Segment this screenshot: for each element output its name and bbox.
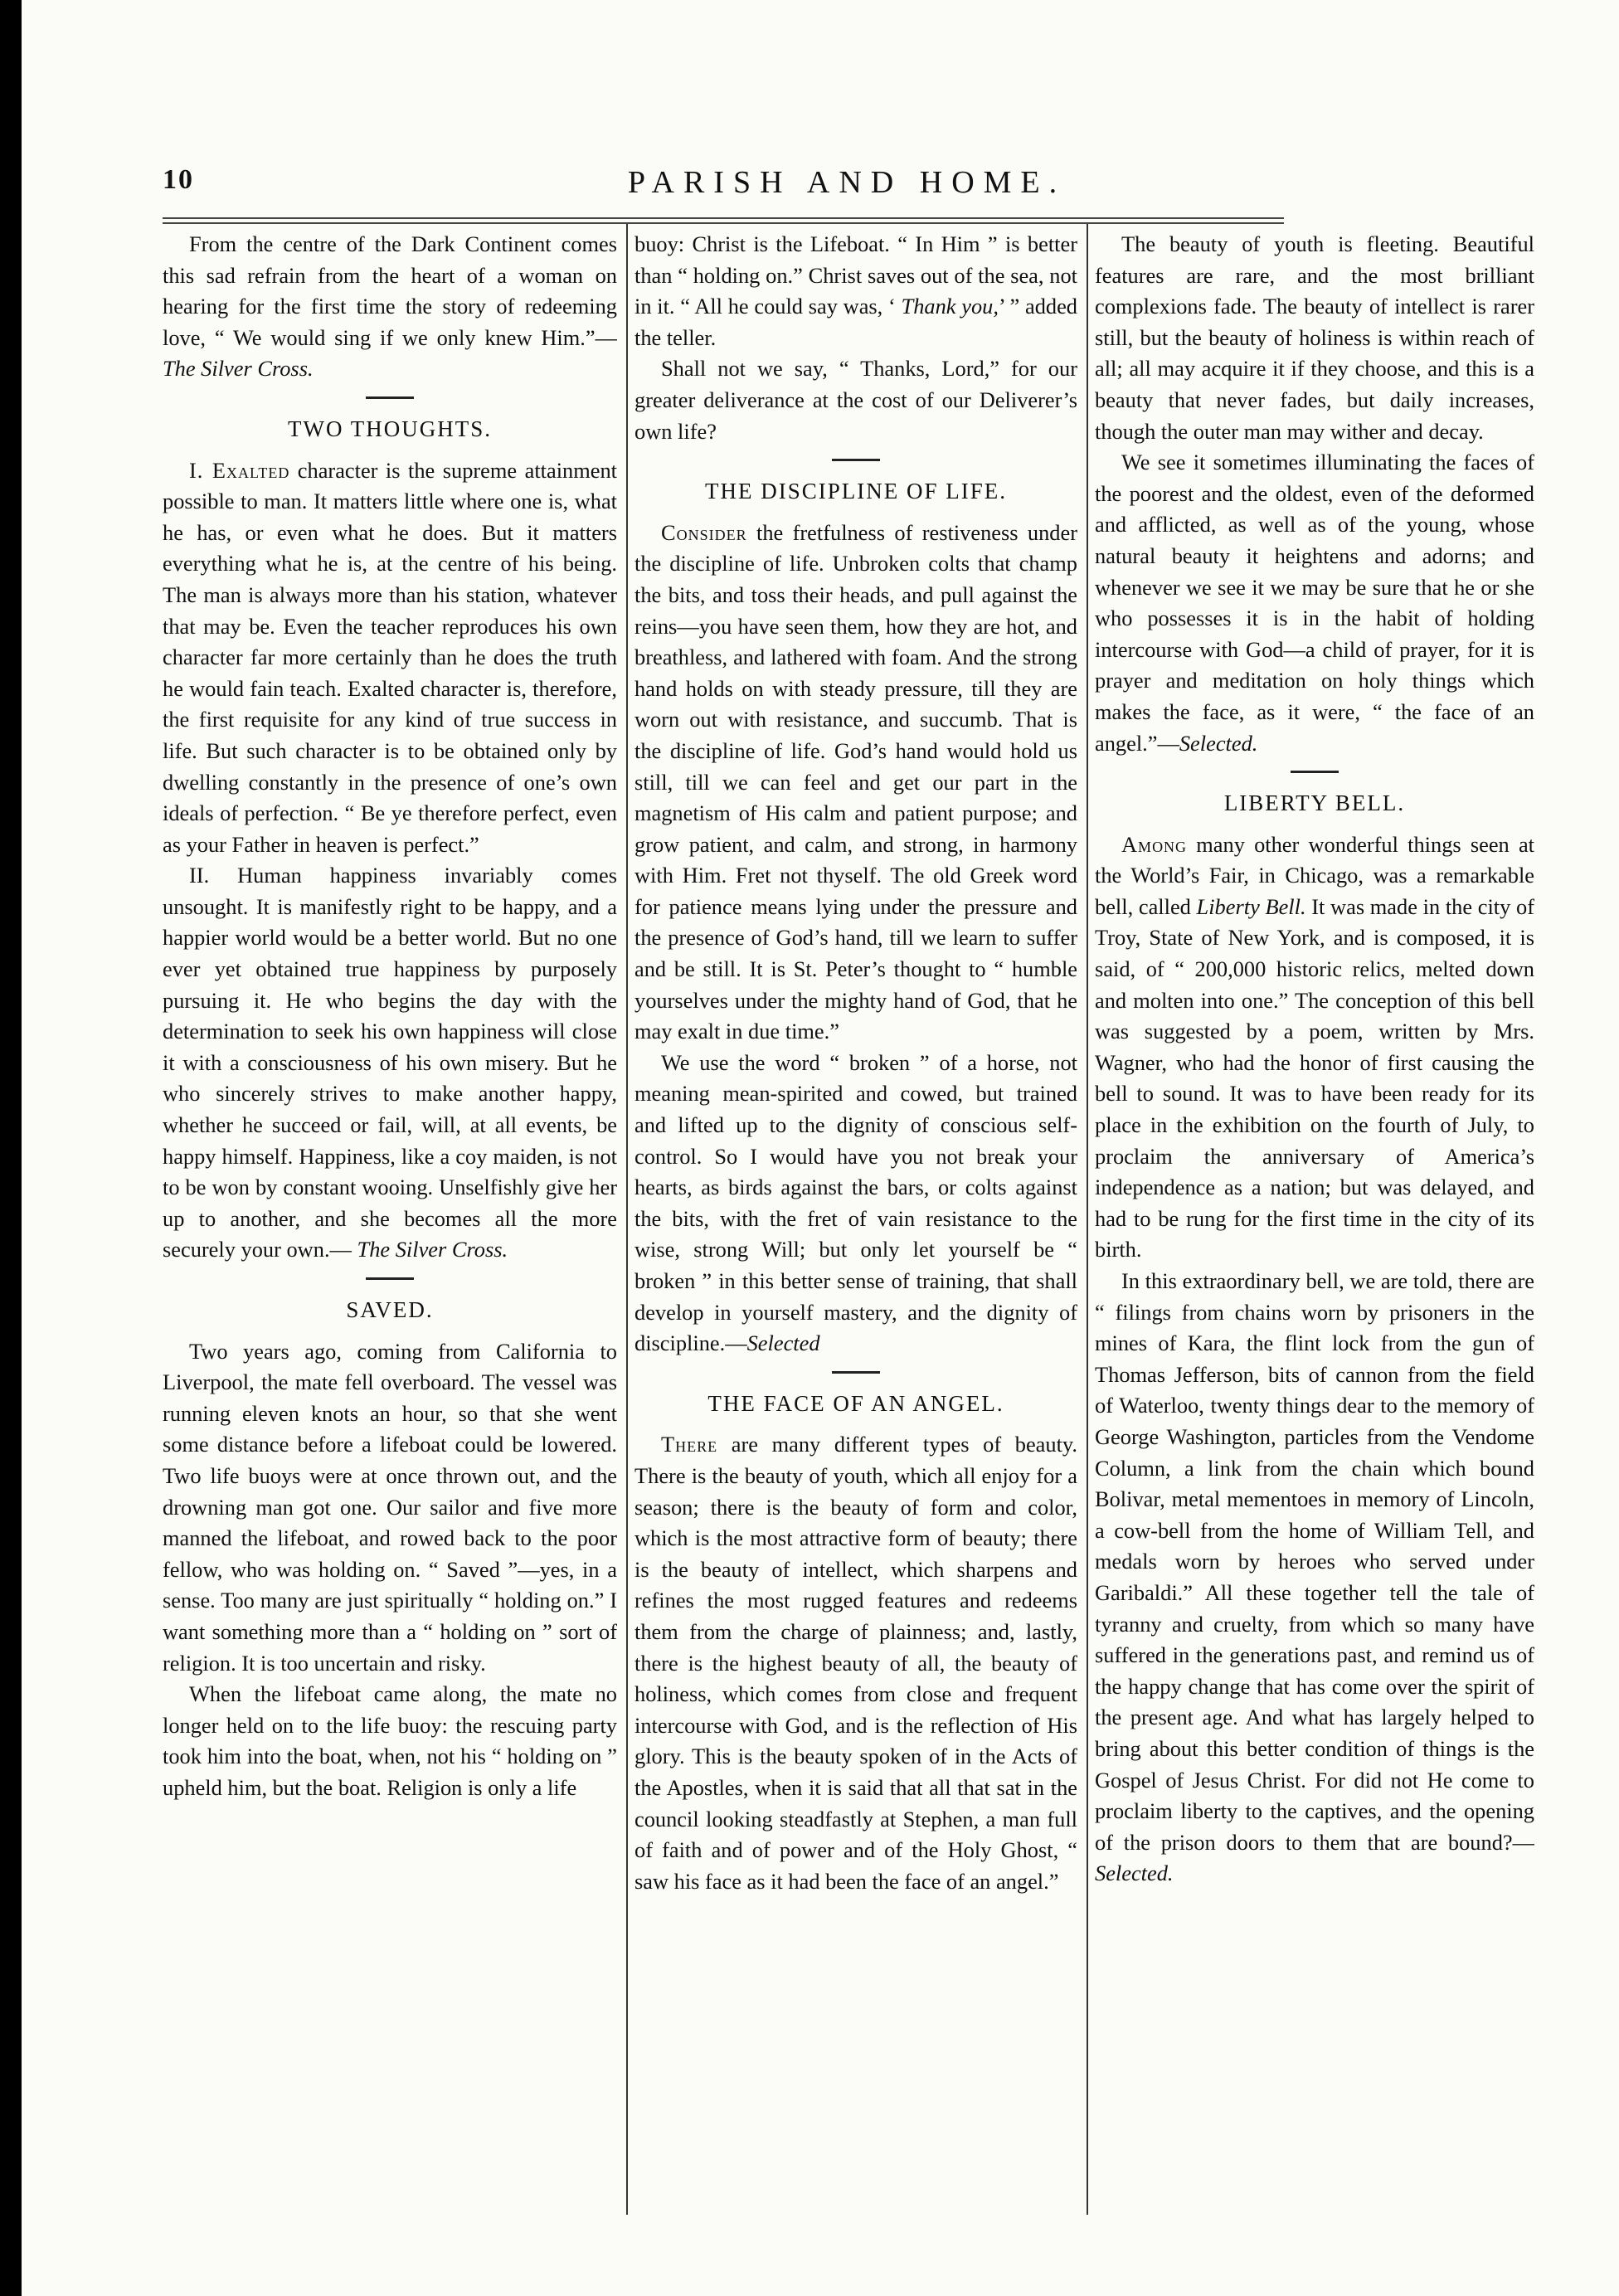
saved-heading: SAVED. (346, 1297, 434, 1322)
section-divider (832, 1371, 880, 1374)
header-rule (163, 217, 1284, 219)
saved-continued: buoy: Christ is the Lifeboat. “ In Him ” is better than “ holding on.” Christ saves out of the sea, not in it. “ All he could say was, ‘ Thank you,’ ” added the teller. (634, 231, 1077, 350)
saved-paragraph-3: Shall not we say, “ Thanks, Lord,” for our greater deliverance at the cost of our Deliverer’s own life? (634, 356, 1077, 444)
section-divider (1291, 771, 1339, 773)
column-2 (634, 229, 1077, 2211)
running-title: PARISH AND HOME. (627, 165, 1067, 200)
angel-heading: THE FACE OF AN ANGEL. (707, 1390, 1004, 1416)
liberty-bell-paragraph-2: In this extraordinary bell, we are told, there are “ filings from chains worn by prisoners in the mines of Kara, the flint lock from the gun of Thomas Jefferson, bits of cannon from the field of Waterloo, twenty things dear to the memory of George Washington, particles from the Vendome Column, a link from the chain which bound Bolivar, metal mementoes in memory of Lincoln, a cow-bell from the home of William Tell, and medals worn by heroes who served under Garibaldi.” All these together tell the tale of tyranny and cruelty, from which so many have suffered in the generations past, and remind us of the happy change that has come over the spirit of the present age. And what has largely helped to bring about this better condition of things is the Gospel of Jesus Christ. For did not He come to proclaim liberty to the captives, and the opening of the prison doors to them that are bound?—Selected. (1095, 1268, 1534, 1886)
liberty-bell-paragraph-1: Among many other wonderful things seen at the World’s Fair, in Chicago, was a remarkable bell, called Liberty Bell. It was made in the city of Troy, State of New York, and is composed, it is said, of “ 200,000 historic relics, melted down and molten into one.” The conception of this bell was suggested by a poem, written by Mrs. Wagner, who had the honor of first causing the bell to sound. It was to have been ready for its place in the exhibition on the fourth of July, to proclaim the anniversary of America’s independence as a nation; but was delayed, and had to be rung for the first time in the city of its birth. (1095, 831, 1534, 1262)
intro-source: The Silver Cross. (163, 356, 314, 382)
page-header (163, 163, 1282, 212)
two-thoughts-paragraph-1: I. Exalted character is the supreme attainment possible to man. It matters little where one is, what he has, or even what he does. But it matters everything what he is, at the centre of his being. The man is always more than his station, whatever that may be. Even the teacher reproduces his own character far more certainly than he does the truth he would fain teach. Exalted character is, therefore, the first requisite for any kind of true success in life. But such character is to be obtained only by dwelling constantly in the presence of one’s own ideals of perfection. “ Be ye therefore perfect, even as your Father in heaven is perfect.” (163, 457, 617, 857)
angel-paragraph-1: There are many different types of beauty. There is the beauty of youth, which all enjoy for a season; there is the beauty of form and color, which is the most attractive form of beauty; there is the beauty of intellect, which sharpens and refines the most rugged features and redeems them from the charge of plainness; and, lastly, there is the highest beauty of all, the beauty of holiness, which comes from close and frequent intercourse with God, and is the reflection of His glory. This is the beauty spoken of in the Acts of the Apostles, when it is said that all that sat in the council looking steadfastly at Stephen, a man full of faith and of power and of the Holy Ghost, “ saw his face as it had been the face of an angel.” (634, 1432, 1077, 1894)
header-rule-thin (163, 222, 1284, 224)
saved-paragraph-1: Two years ago, coming from California to Liverpool, the mate fell overboard. The vessel was running eleven knots an hour, so that she went some distance before a lifeboat could be lowered. Two life buoys were at once thrown out, and the drowning man got one. Our sailor and five more manned the lifeboat, and rowed back to the poor fellow, who was holding on. “ Saved ”—yes, in a sense. Too many are just spiritually “ holding on.” I want something more than a “ holding on ” sort of religion. It is too uncertain and risky. (163, 1338, 617, 1676)
discipline-source: Selected (746, 1330, 820, 1356)
column-divider (1087, 224, 1088, 2215)
discipline-paragraph-2: We use the word “ broken ” of a horse, not meaning mean-spirited and cowed, but trained and lifted up to the dignity of conscious self-control. So I would have you not break your hearts, as birds against the bars, or colts against the bits, with the fret of vain resistance to the wise, strong Will; but only let yourself be “ broken ” in this better sense of training, that shall develop in yourself mastery, and the dignity of discipline.—Selected (634, 1049, 1077, 1356)
section-divider (366, 396, 414, 399)
column-1 (163, 229, 617, 2211)
liberty-bell-heading: LIBERTY BELL. (1223, 790, 1406, 816)
liberty-bell-source: Selected. (1095, 1861, 1174, 1886)
angel-paragraph-2: The beauty of youth is fleeting. Beautiful features are rare, and the most brilliant complexions fade. The beauty of intellect is rarer still, but the beauty of holiness is within reach of all; all may acquire it if they choose, and this is a beauty that never fades, but daily increases, though the outer man may wither and decay. (1095, 231, 1534, 444)
two-thoughts-source: The Silver Cross. (357, 1237, 508, 1262)
column-divider (626, 224, 628, 2215)
two-thoughts-paragraph-2: II. Human happiness invariably comes unsought. It is manifestly right to be happy, and a happier world would be a better world. But no one ever yet obtained true happiness by purposely pursuing it. He who begins the day with the determination to seek his own happiness will close it with a consciousness of his own misery. But he who sincerely strives to make another happy, whether he succeed or fail, will, at all events, be happy himself. Happiness, like a coy maiden, is not to be won by constant wooing. Unselfishly give her up to another, and she becomes all the more securely your own.— The Silver Cross. (163, 863, 617, 1262)
discipline-heading: THE DISCIPLINE OF LIFE. (705, 479, 1007, 504)
section-divider (366, 1277, 414, 1280)
angel-source: Selected. (1179, 730, 1258, 756)
saved-paragraph-2: When the lifeboat came along, the mate no longer held on to the life buoy: the rescuing party took him into the boat, when, not his “ holding on ” upheld him, but the boat. Religion is only a life (163, 1681, 617, 1800)
section-divider (832, 459, 880, 461)
discipline-paragraph-1: Consider the fretfulness of restiveness under the discipline of life. Unbroken colts that champ the bits, and toss their heads, and pull against the reins—you have seen them, how they are hot, and breathless, and lathered with foam. And the strong hand holds on with steady pressure, till they are worn out with resistance, and succumb. That is the discipline of life. God’s hand would hold us still, till we can feel and get our part in the magnetism of His calm and patient purpose; and grow patient, and calm, and strong, in harmony with Him. Fret not thyself. The old Greek word for patience means lying under the pressure and the presence of God’s hand, till we learn to suffer and be still. It is St. Peter’s thought to “ humble yourselves under the mighty hand of God, that he may exalt in due time.” (634, 519, 1077, 1044)
angel-paragraph-3: We see it sometimes illuminating the faces of the poorest and the oldest, even of the deformed and afflicted, as well as of the young, whose natural beauty it heightens and adorns; and whenever we see it we may be sure that he or she who possesses it is in the habit of holding intercourse with God—a child of prayer, for it is prayer and meditation on holy things which makes the face, as it were, “ the face of an angel.”—Selected. (1095, 450, 1534, 756)
page-number: 10 (163, 164, 194, 195)
intro-paragraph: From the centre of the Dark Continent comes this sad refrain from the heart of a woman on hearing for the first time the story of redeeming love, “ We would sing if we only knew Him.”—The Silver Cross. (163, 231, 617, 382)
column-3 (1095, 229, 1534, 2211)
two-thoughts-heading: TWO THOUGHTS. (288, 416, 492, 441)
